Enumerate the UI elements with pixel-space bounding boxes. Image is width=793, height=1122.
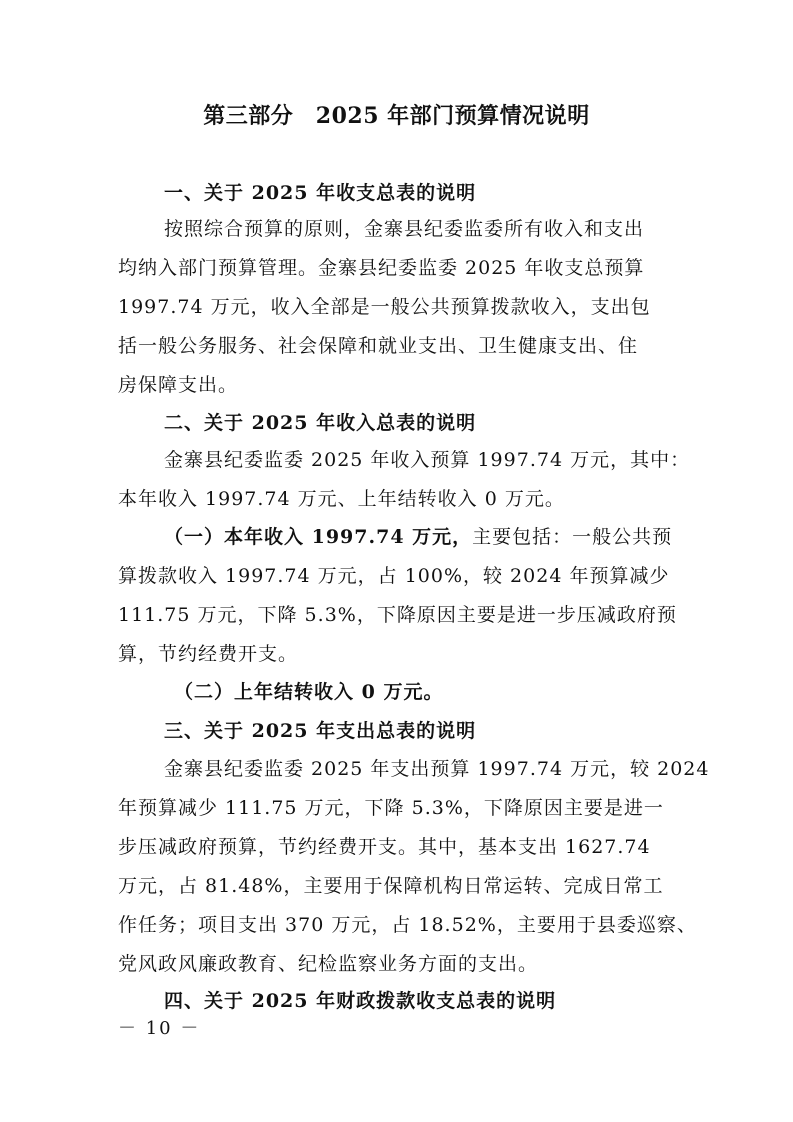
paragraph-line: 算，节约经费开支。: [118, 643, 299, 665]
section-3-heading: 三、关于 2025 年支出总表的说明: [164, 720, 477, 742]
paragraph-line: 房保障支出。: [118, 374, 239, 396]
page-number: － 10 －: [118, 1018, 201, 1039]
item-1-line: [164, 522, 724, 552]
page-title: 第三部分 2025 年部门预算情况说明: [203, 103, 590, 129]
paragraph-line: 年预算减少 111.75 万元，下降 5.3%，下降原因主要是进一: [118, 797, 664, 819]
section-2-heading: 二、关于 2025 年收入总表的说明: [164, 412, 477, 434]
paragraph-line: 作任务；项目支出 370 万元，占 18.52%，主要用于县委巡察、: [118, 914, 697, 936]
section-4-heading: 四、关于 2025 年财政拨款收支总表的说明: [164, 990, 557, 1012]
paragraph-line: 算拨款收入 1997.74 万元，占 100%，较 2024 年预算减少: [118, 565, 670, 587]
paragraph-line: 党风政风廉政教育、纪检监察业务方面的支出。: [118, 953, 539, 975]
paragraph-line: 金寨县纪委监委 2025 年支出预算 1997.74 万元，较 2024: [164, 758, 710, 780]
paragraph-line: 步压减政府预算，节约经费开支。其中，基本支出 1627.74: [118, 836, 651, 858]
paragraph-line: 括一般公务服务、社会保障和就业支出、卫生健康支出、住: [118, 335, 639, 357]
paragraph-line: 按照综合预算的原则，金寨县纪委监委所有收入和支出: [164, 218, 645, 240]
item-1-text: 主要包括：一般公共预: [472, 526, 673, 548]
paragraph-line: 本年收入 1997.74 万元、上年结转收入 0 万元。: [118, 488, 565, 510]
paragraph-line: 万元，占 81.48%，主要用于保障机构日常运转、完成日常工: [118, 875, 664, 897]
paragraph-line: 111.75 万元，下降 5.3%，下降原因主要是进一步压减政府预: [118, 604, 677, 626]
section-1-heading: 一、关于 2025 年收支总表的说明: [164, 182, 477, 204]
paragraph-line: 均纳入部门预算管理。金寨县纪委监委 2025 年收支总预算: [118, 257, 645, 279]
item-2-label: （二）上年结转收入 0 万元。: [174, 681, 444, 703]
item-1-label: （一）本年收入 1997.74 万元，: [164, 526, 473, 548]
paragraph-line: 金寨县纪委监委 2025 年收入预算 1997.74 万元，其中：: [164, 449, 691, 471]
paragraph-line: 1997.74 万元，收入全部是一般公共预算拨款收入，支出包: [118, 296, 651, 318]
